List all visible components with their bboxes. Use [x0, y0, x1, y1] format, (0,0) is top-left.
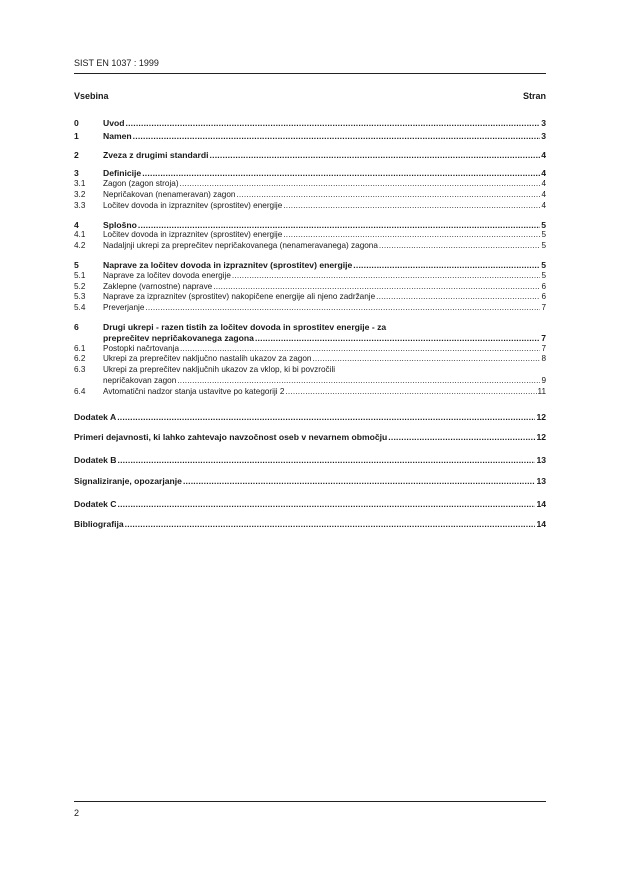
toc-leader-dots — [388, 432, 535, 443]
toc-entry-number: 4.2 — [74, 241, 86, 251]
toc-entry-page: 5 — [541, 259, 546, 270]
toc-leader-dots — [138, 220, 540, 231]
toc-leader-dots — [255, 333, 540, 344]
toc-entry-page: 4 — [541, 149, 546, 160]
toc-leader-dots — [118, 455, 536, 466]
toc-entry-page: 3 — [541, 118, 546, 128]
toc-entry[interactable] — [74, 519, 546, 530]
toc-entry[interactable] — [74, 303, 546, 314]
toc-leader-dots — [213, 282, 540, 293]
toc-entry-number: 3.1 — [74, 179, 86, 189]
toc-entry-number: 6.1 — [74, 343, 86, 353]
toc-entry-title: Nadaljnji ukrepi za preprečitev nepričakovanega (nenameravanega) zagona — [103, 241, 378, 251]
toc-entry[interactable] — [74, 220, 546, 231]
toc-entry-title: Definicije — [103, 168, 142, 179]
toc-entry-title: Dodatek C — [74, 498, 117, 509]
toc-entry[interactable] — [74, 260, 546, 271]
toc-leader-dots — [133, 131, 541, 142]
toc-entry-number: 5.3 — [74, 292, 86, 302]
page-number: 2 — [74, 808, 80, 818]
toc-entry[interactable] — [74, 118, 546, 129]
toc-entry-title: preprečitev nepričakovanega zagona — [103, 332, 254, 343]
toc-entry-title: Ločitev dovoda in izpraznitev (sprostitev) energije — [103, 200, 283, 210]
toc-leader-dots — [376, 292, 540, 303]
toc-entry[interactable] — [74, 271, 546, 282]
toc-entry-number: 5.2 — [74, 281, 86, 291]
toc-entry-page: 12 — [536, 432, 546, 443]
toc-leader-dots — [180, 179, 541, 190]
toc-leader-dots — [125, 519, 536, 530]
toc-entry-page: 5 — [541, 270, 546, 280]
toc-entry-title: Dodatek B — [74, 455, 117, 466]
toc-entry-number: 5 — [74, 259, 79, 270]
toc-entry-number: 6 — [74, 321, 79, 332]
toc-entry-title: Zveza z drugimi standardi — [103, 149, 209, 160]
toc-entry[interactable] — [74, 365, 546, 387]
toc-entry-title: Nepričakovan (nenameravan) zagon — [103, 189, 236, 199]
toc-entry-title: Uvod — [103, 118, 125, 128]
toc-entry-title: Signaliziranje, opozarjanje — [74, 475, 182, 486]
toc-entry[interactable] — [74, 241, 546, 252]
toc-entry-number: 3.3 — [74, 200, 86, 210]
toc-entry[interactable] — [74, 190, 546, 201]
toc-title: Vsebina — [74, 91, 109, 101]
toc-leader-dots — [283, 201, 540, 212]
toc-entry-page: 14 — [536, 518, 546, 529]
toc-entry-title: Zagon (zagon stroja) — [103, 179, 179, 189]
toc-entry-title: Primeri dejavnosti, ki lahko zahtevajo navzočnost oseb v nevarnem območju — [74, 432, 388, 443]
toc-entry-page: 11 — [537, 386, 546, 396]
toc-entry-number: 3.2 — [74, 189, 86, 199]
toc-leader-dots — [312, 354, 540, 365]
toc-leader-dots — [180, 344, 540, 355]
toc-entry-page: 5 — [541, 219, 546, 230]
toc-entry-title: Preverjanje — [103, 303, 145, 313]
toc-entry-page: 9 — [541, 375, 546, 385]
toc-entry-number: 5.4 — [74, 303, 86, 313]
toc-entry-page: 14 — [536, 498, 546, 509]
toc-leader-dots — [125, 118, 540, 129]
toc-entry-number: 4 — [74, 219, 79, 230]
toc-leader-dots — [379, 241, 541, 252]
table-of-contents — [74, 118, 546, 529]
toc-entry-title: Splošno — [103, 219, 137, 230]
toc-entry[interactable] — [74, 179, 546, 190]
toc-entry[interactable] — [74, 150, 546, 161]
toc-leader-dots — [353, 260, 540, 271]
toc-entry[interactable] — [74, 432, 546, 443]
toc-entry-title: Ukrepi za preprečitev naključno nastalih ukazov za zagon — [103, 354, 312, 364]
toc-entry-page: 7 — [541, 343, 546, 353]
toc-entry-page: 5 — [541, 241, 546, 251]
toc-entry-page: 4 — [541, 168, 546, 179]
toc-entry-number: 4.1 — [74, 230, 86, 240]
toc-entry[interactable] — [74, 201, 546, 212]
toc-entry-page: 6 — [541, 281, 546, 291]
toc-entry-page: 13 — [536, 475, 546, 486]
toc-entry-title: Avtomatični nadzor stanja ustavitve po kategoriji 2 — [103, 386, 285, 396]
toc-entry[interactable] — [74, 168, 546, 179]
toc-entry[interactable] — [74, 344, 546, 355]
toc-leader-dots — [177, 376, 540, 387]
toc-leader-dots — [210, 150, 541, 161]
toc-entry[interactable] — [74, 499, 546, 510]
toc-entry-number: 6.3 — [74, 365, 86, 375]
toc-entry-title: Ločitev dovoda in izpraznitev (sprostitev) energije — [103, 230, 283, 240]
toc-entry-number: 1 — [74, 130, 79, 141]
toc-leader-dots — [145, 303, 540, 314]
toc-header — [74, 91, 546, 101]
toc-entry-page: 7 — [541, 332, 546, 343]
toc-entry-page: 7 — [541, 303, 546, 313]
toc-entry[interactable] — [74, 476, 546, 487]
toc-entry-title: Naprave za izpraznitev (sprostitev) nakopičene energije ali njeno zadržanje — [103, 292, 376, 302]
toc-entry[interactable] — [74, 292, 546, 303]
toc-entry[interactable] — [74, 354, 546, 365]
toc-entry-title: Postopki načrtovanja — [103, 343, 180, 353]
toc-entry-number: 0 — [74, 118, 79, 128]
toc-entry-title: Naprave za ločitev dovoda energije — [103, 270, 231, 280]
toc-entry-title: Bibliografija — [74, 518, 124, 529]
toc-entry-title-line1: Drugi ukrepi - razen tistih za ločitev dovoda in sprostitev energije - za — [103, 321, 387, 332]
toc-entry[interactable] — [74, 387, 546, 398]
toc-entry[interactable] — [74, 412, 546, 423]
toc-entry-number: 6.2 — [74, 354, 86, 364]
toc-entry[interactable] — [74, 322, 546, 344]
toc-leader-dots — [118, 499, 536, 510]
toc-entry-number: 2 — [74, 149, 79, 160]
toc-entry-title: Namen — [103, 130, 132, 141]
toc-entry-page: 4 — [541, 200, 546, 210]
toc-leader-dots — [183, 476, 536, 487]
toc-entry-title: Zaklepne (varnostne) naprave — [103, 281, 213, 291]
toc-leader-dots — [232, 271, 541, 282]
toc-page-column-label: Stran — [522, 91, 546, 101]
toc-entry-title: nepričakovan zagon — [103, 375, 177, 385]
toc-entry-page: 6 — [541, 292, 546, 302]
toc-entry[interactable] — [74, 230, 546, 241]
toc-leader-dots — [142, 168, 540, 179]
toc-entry-title-line1: Ukrepi za preprečitev naključnih ukazov za vklop, ki bi povzročili — [103, 365, 336, 375]
toc-entry[interactable] — [74, 282, 546, 293]
toc-entry-page: 4 — [541, 189, 546, 199]
toc-entry-page: 4 — [541, 179, 546, 189]
toc-leader-dots — [236, 190, 540, 201]
toc-entry-number: 6.4 — [74, 386, 86, 396]
document-code: SIST EN 1037 : 1999 — [74, 58, 159, 68]
toc-entry-number: 3 — [74, 168, 79, 179]
header-rule — [74, 73, 546, 74]
toc-entry-page: 12 — [536, 411, 546, 422]
toc-entry[interactable] — [74, 455, 546, 466]
toc-entry-page: 5 — [541, 230, 546, 240]
toc-entry-page: 13 — [536, 455, 546, 466]
toc-entry-number: 5.1 — [74, 270, 86, 280]
toc-entry-title: Dodatek A — [74, 411, 117, 422]
toc-leader-dots — [285, 387, 536, 398]
toc-leader-dots — [117, 412, 535, 423]
toc-entry-page: 3 — [541, 130, 546, 141]
toc-entry-page: 8 — [541, 354, 546, 364]
toc-leader-dots — [283, 230, 540, 241]
footer-rule — [74, 801, 546, 802]
toc-entry[interactable] — [74, 131, 546, 142]
toc-entry-title: Naprave za ločitev dovoda in izpraznitev (sprostitev) energije — [103, 259, 353, 270]
